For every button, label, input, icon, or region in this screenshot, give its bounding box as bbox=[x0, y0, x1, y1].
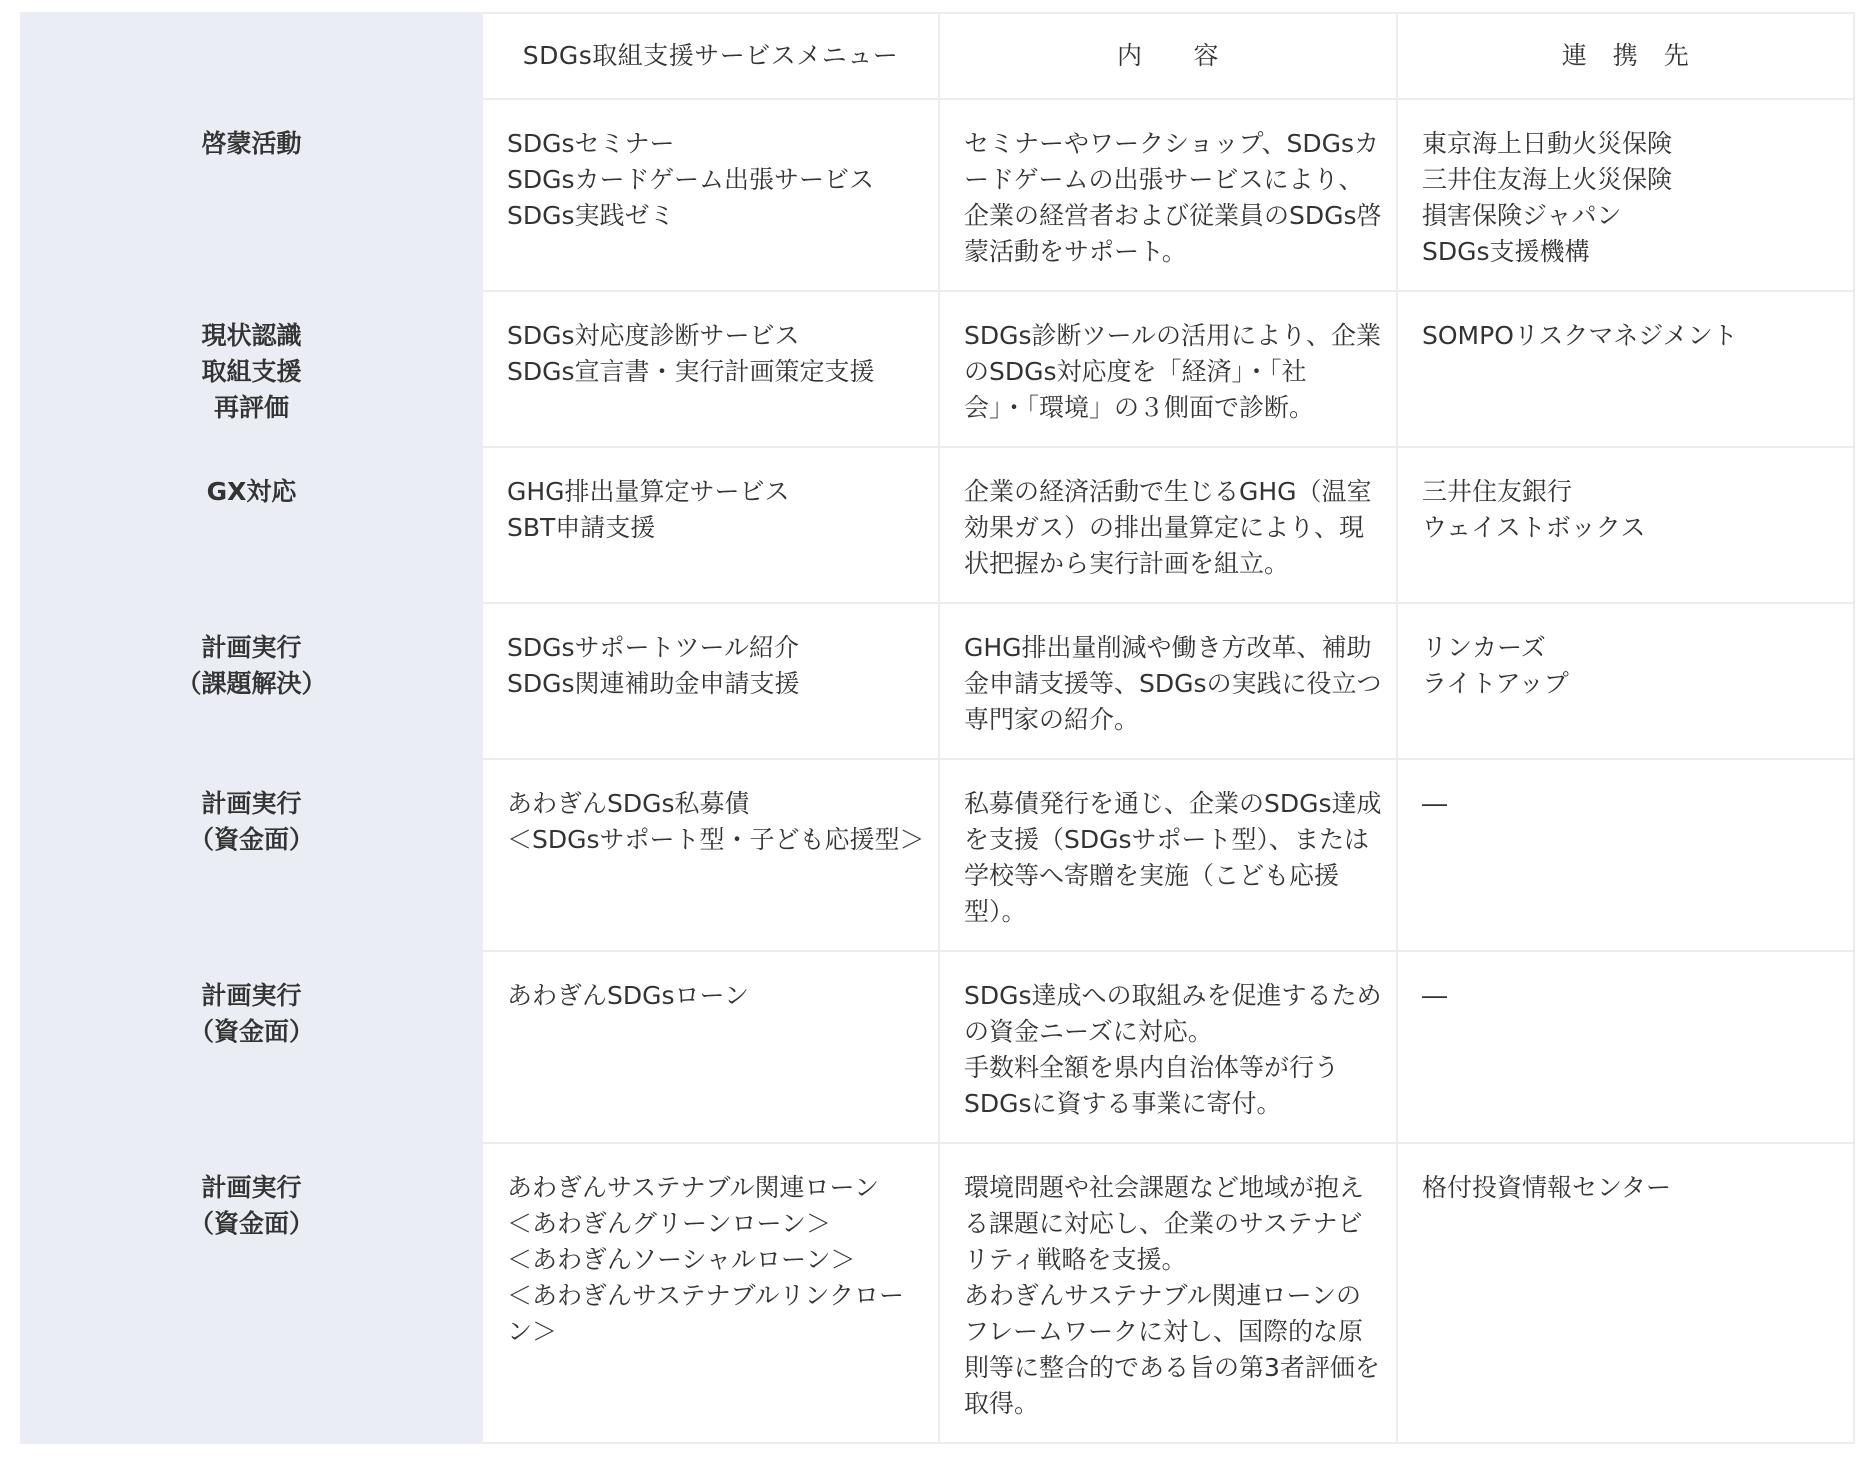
row-category-text bbox=[137, 630, 367, 702]
menu-line: GHG排出量算定サービス bbox=[507, 477, 790, 506]
content-line: を支援（SDGsサポート型）、または bbox=[964, 825, 1370, 854]
content-line: フレームワークに対し、国際的な原 bbox=[964, 1317, 1364, 1346]
sdgs-service-table bbox=[20, 12, 1855, 1444]
partner-cell bbox=[1397, 759, 1854, 951]
content-cell bbox=[939, 99, 1397, 291]
content-line: のSDGs対応度を「経済」・「社 bbox=[964, 357, 1307, 386]
content-line: 効果ガス）の排出量算定により、現 bbox=[964, 513, 1365, 542]
content-line: 手数料全額を県内自治体等が行う bbox=[964, 1053, 1340, 1082]
content-cell bbox=[939, 1143, 1397, 1443]
row-category bbox=[21, 759, 482, 951]
partner-cell bbox=[1397, 291, 1854, 447]
row-category-text bbox=[137, 318, 367, 426]
menu-line: あわぎんSDGs私募債 bbox=[507, 789, 750, 818]
content-line: 取得。 bbox=[964, 1389, 1040, 1418]
content-line: 会」・「環境」の３側面で診断。 bbox=[964, 393, 1315, 422]
partner-line: 格付投資情報センター bbox=[1422, 1173, 1672, 1202]
menu-line: SDGs実践ゼミ bbox=[507, 201, 675, 230]
content-line: 環境問題や社会課題など地域が抱え bbox=[964, 1173, 1365, 1202]
row-category bbox=[21, 951, 482, 1143]
menu-line: SBT申請支援 bbox=[507, 513, 656, 542]
content-line: 則等に整合的である旨の第3者評価を bbox=[964, 1353, 1380, 1382]
table-row bbox=[21, 951, 1854, 1143]
category-line: 啓蒙活動 bbox=[201, 129, 302, 158]
header-corner bbox=[21, 13, 482, 99]
menu-line: あわぎんサステナブル関連ローン bbox=[507, 1173, 880, 1202]
category-line: （課題解決） bbox=[176, 669, 327, 698]
content-cell bbox=[939, 759, 1397, 951]
menu-cell bbox=[482, 291, 939, 447]
content-line: 蒙活動をサポート。 bbox=[964, 237, 1187, 266]
content-line: リティ戦略を支援。 bbox=[964, 1245, 1187, 1274]
menu-line: ＜あわぎんソーシャルローン＞ bbox=[507, 1245, 856, 1274]
menu-line: SDGs関連補助金申請支援 bbox=[507, 669, 800, 698]
content-line: る課題に対応し、企業のサステナビ bbox=[964, 1209, 1363, 1238]
partner-line: 損害保険ジャパン bbox=[1422, 201, 1622, 230]
content-line: あわぎんサステナブル関連ローンの bbox=[964, 1281, 1362, 1310]
row-category-text bbox=[137, 786, 367, 858]
partner-line: SDGs支援機構 bbox=[1422, 237, 1590, 266]
partner-line: SOMPOリスクマネジメント bbox=[1422, 321, 1738, 350]
content-line: 状把握から実行計画を組立。 bbox=[964, 549, 1290, 578]
menu-line: SDGsカードゲーム出張サービス bbox=[507, 165, 875, 194]
partner-line: リンカーズ bbox=[1422, 633, 1546, 662]
table-row bbox=[21, 603, 1854, 759]
row-category bbox=[21, 603, 482, 759]
category-line: GX対応 bbox=[206, 477, 297, 506]
header-content: 内 容 bbox=[939, 13, 1397, 99]
category-line: 計画実行 bbox=[201, 789, 302, 818]
sdgs-service-table-container bbox=[20, 12, 1853, 1444]
content-line: の資金ニーズに対応。 bbox=[964, 1017, 1213, 1046]
row-category bbox=[21, 447, 482, 603]
partner-cell bbox=[1397, 951, 1854, 1143]
header-partner: 連 携 先 bbox=[1397, 13, 1854, 99]
category-line: （資金面） bbox=[188, 825, 314, 854]
content-line: SDGsに資する事業に寄付。 bbox=[964, 1089, 1282, 1118]
menu-cell bbox=[482, 447, 939, 603]
partner-cell bbox=[1397, 603, 1854, 759]
menu-cell bbox=[482, 1143, 939, 1443]
category-line: 現状認識 bbox=[201, 321, 302, 350]
row-category bbox=[21, 1143, 482, 1443]
content-line: セミナーやワークショップ、SDGsカ bbox=[964, 129, 1380, 158]
category-line: 計画実行 bbox=[201, 981, 302, 1010]
content-line: ードゲームの出張サービスにより、 bbox=[964, 165, 1364, 194]
content-line: GHG排出量削減や働き方改革、補助 bbox=[964, 633, 1372, 662]
category-line: 取組支援 bbox=[201, 357, 302, 386]
menu-line: ン＞ bbox=[507, 1317, 558, 1346]
menu-line: ＜あわぎんグリーンローン＞ bbox=[507, 1209, 832, 1238]
table-row bbox=[21, 759, 1854, 951]
partner-line: 三井住友銀行 bbox=[1422, 477, 1573, 506]
content-cell bbox=[939, 951, 1397, 1143]
menu-line: SDGs対応度診断サービス bbox=[507, 321, 800, 350]
table-row bbox=[21, 1143, 1854, 1443]
menu-cell bbox=[482, 759, 939, 951]
menu-cell bbox=[482, 99, 939, 291]
content-line: SDGs診断ツールの活用により、企業 bbox=[964, 321, 1382, 350]
row-category-text bbox=[137, 126, 367, 162]
category-line: 再評価 bbox=[213, 393, 289, 422]
partner-line: 東京海上日動火災保険 bbox=[1422, 129, 1673, 158]
menu-line: ＜SDGsサポート型・子ども応援型＞ bbox=[507, 825, 925, 854]
content-cell bbox=[939, 603, 1397, 759]
partner-cell bbox=[1397, 447, 1854, 603]
content-line: 学校等へ寄贈を実施（こども応援 bbox=[964, 861, 1340, 890]
category-line: （資金面） bbox=[188, 1209, 314, 1238]
content-cell bbox=[939, 291, 1397, 447]
menu-line: SDGsセミナー bbox=[507, 129, 675, 158]
partner-line: ライトアップ bbox=[1422, 669, 1569, 698]
menu-line: ＜あわぎんサステナブルリンクロー bbox=[507, 1281, 905, 1310]
table-row bbox=[21, 447, 1854, 603]
partner-line: ― bbox=[1422, 789, 1447, 818]
row-category-text bbox=[137, 474, 367, 510]
partner-line: 三井住友海上火災保険 bbox=[1422, 165, 1673, 194]
table-row bbox=[21, 291, 1854, 447]
table-row bbox=[21, 99, 1854, 291]
content-line: 私募債発行を通じ、企業のSDGs達成 bbox=[964, 789, 1382, 818]
menu-line: SDGsサポートツール紹介 bbox=[507, 633, 800, 662]
partner-cell bbox=[1397, 1143, 1854, 1443]
content-line: 金申請支援等、SDGsの実践に役立つ bbox=[964, 669, 1382, 698]
category-line: 計画実行 bbox=[201, 1173, 302, 1202]
content-line: SDGs達成への取組みを促進するため bbox=[964, 981, 1382, 1010]
row-category bbox=[21, 99, 482, 291]
partner-line: ― bbox=[1422, 981, 1447, 1010]
content-line: 専門家の紹介。 bbox=[964, 705, 1140, 734]
row-category-text bbox=[137, 978, 367, 1050]
header-menu: SDGs取組支援サービスメニュー bbox=[482, 13, 939, 99]
content-line: 企業の経済活動で生じるGHG（温室 bbox=[964, 477, 1372, 506]
table-body bbox=[21, 99, 1854, 1443]
table-header-row bbox=[21, 13, 1854, 99]
row-category-text bbox=[137, 1170, 367, 1242]
partner-cell bbox=[1397, 99, 1854, 291]
menu-cell bbox=[482, 951, 939, 1143]
content-cell bbox=[939, 447, 1397, 603]
menu-cell bbox=[482, 603, 939, 759]
menu-line: あわぎんSDGsローン bbox=[507, 981, 750, 1010]
content-line: 型）。 bbox=[964, 897, 1027, 926]
content-line: 企業の経営者および従業員のSDGs啓 bbox=[964, 201, 1382, 230]
partner-line: ウェイストボックス bbox=[1422, 513, 1646, 542]
row-category bbox=[21, 291, 482, 447]
category-line: （資金面） bbox=[188, 1017, 314, 1046]
menu-line: SDGs宣言書・実行計画策定支援 bbox=[507, 357, 875, 386]
category-line: 計画実行 bbox=[201, 633, 302, 662]
